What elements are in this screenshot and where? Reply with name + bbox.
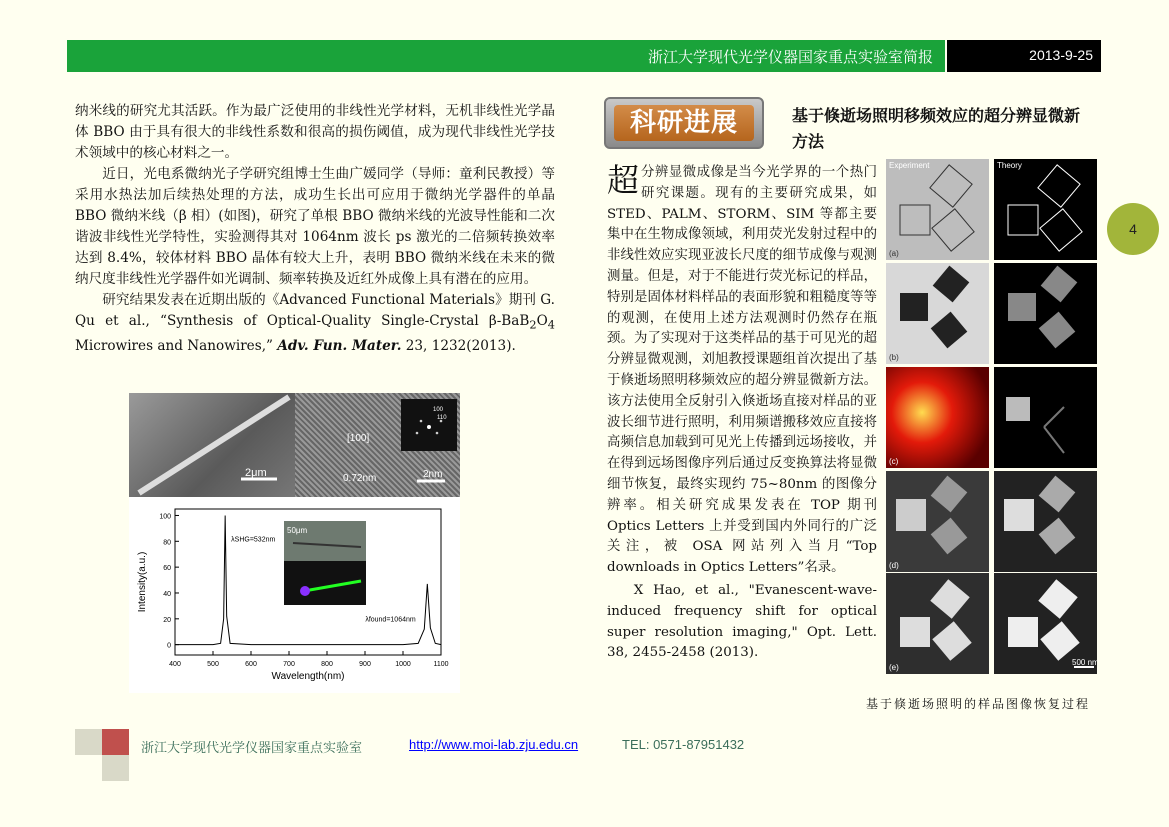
section-badge	[604, 97, 764, 149]
edge-line	[1044, 407, 1064, 427]
grid-cell-d-exp	[886, 471, 989, 572]
stripe-block	[932, 621, 971, 660]
pattern-svg	[994, 471, 1097, 572]
pattern-svg	[994, 263, 1097, 364]
square-block	[933, 266, 970, 303]
grid-label-d: (d)	[889, 561, 899, 570]
issue-date: 2013-9-25	[947, 40, 1101, 72]
article-reference: X Hao, et al., "Evanescent-wave-induced frequency shift for optical super resolution imaging," Opt. Lett. 38, 2455-2458 (2013).	[607, 582, 877, 661]
grid-label-a: (a)	[889, 249, 899, 258]
fft-spot	[420, 420, 423, 423]
y-tick-label: 80	[163, 539, 171, 547]
left-column	[75, 101, 555, 357]
x-axis-label: Wavelength(nm)	[271, 671, 345, 682]
grid-cell-e-theory	[994, 573, 1097, 674]
stripe-block	[1038, 165, 1080, 207]
x-tick-label: 1000	[395, 661, 411, 668]
header-bar	[67, 40, 945, 72]
ref-text-a: 研究结果发表在近期出版的《Advanced Functional Materials》期刊 G. Qu et al., “Synthesis of Optical-Quality Single-Crystal β-BaB	[75, 292, 555, 329]
y-tick-label: 20	[163, 616, 171, 624]
square-block	[1039, 518, 1076, 555]
article-body: 分辨显微成像是当今光学界的一个热门研究课题。现有的主要研究成果，如 STED、PALM、STORM、SIM 等都主要集中在生物成像领域，利用荧光发射过程中的非线性效应实现亚波长尺度的细节成像与观测测量。但是，对于不能进行荧光标记的样品，特别是固体材料样品的表面形貌和粗糙度等等的观测，在使用上述方法观测时仍然存在瓶颈。为了实现对于这类样品的基于可见光的超分辨显微观测，刘旭教授课题组首次提出了基于倏逝场照明移频效应的超分辨显微新方法。该方法使用全反射引入倏逝场直接对样品的亚波长细节进行照明，利用频谱搬移效应直接将高频信息加载到可见光上传播到远场接收，并在得到远场图像序列后通过反变换算法将显微细节恢复，最终实现约 75~80nm 的图像分辨率。相关研究成果发表在 TOP 期刊 Optics Letters 上并受到国内外同行的广泛关注，被 OSA 网站列入当月“Top downloads in Optics Letters”名录。	[607, 165, 877, 576]
peak-532-label: λSHG=532nm	[231, 536, 276, 544]
grid-cell-b-exp	[886, 263, 989, 364]
fft-center	[427, 425, 431, 429]
figure-caption: 基于倏逝场照明的样品图像恢复过程	[866, 697, 1091, 711]
grid-label-c: (c)	[889, 457, 899, 466]
edge-line	[1044, 427, 1064, 453]
square-block	[931, 312, 968, 349]
sem-image-wire	[129, 393, 295, 497]
sem-scale1: 2μm	[245, 467, 267, 479]
square-block	[931, 476, 968, 513]
grid-cell-c-theory	[994, 367, 1097, 468]
fft-pattern	[401, 399, 457, 451]
article-title: 基于倏逝场照明移频效应的超分辨显微新方法	[792, 106, 1081, 151]
square-block	[900, 293, 928, 321]
square-block	[1041, 266, 1078, 303]
super-resolution-figure	[886, 159, 1099, 673]
fft-svg	[401, 399, 457, 451]
stripe-group	[900, 165, 974, 251]
stripe-block	[900, 205, 930, 235]
paragraph-1: 纳米线的研究尤其活跃。作为最广泛使用的非线性光学材料，无机非线性光学晶体 BBO 由于具有很大的非线性系数和很高的损伤阈值，成为现代非线性光学技术领域中的核心材料之一。	[75, 103, 555, 161]
stripe-block	[1040, 209, 1082, 251]
y-tick-label: 40	[163, 590, 171, 598]
y-tick-label: 100	[159, 513, 171, 521]
grid-cell-c-exp	[886, 367, 989, 468]
pattern-svg	[994, 367, 1097, 468]
intensity-spectrum-chart	[129, 499, 460, 693]
sem-wire-svg	[129, 393, 295, 497]
grid-label-b: (b)	[889, 353, 899, 362]
x-tick-label: 900	[359, 661, 371, 668]
footer-square-gray	[75, 729, 102, 755]
y-axis-label: Intensity(a.u.)	[137, 551, 148, 613]
pattern-svg	[994, 159, 1097, 260]
paragraph-3	[75, 290, 555, 357]
peak-1064-label: λfound=1064nm	[365, 616, 416, 624]
pattern-svg	[886, 263, 989, 364]
y-tick-label: 60	[163, 565, 171, 573]
ref-sub-2: 4	[547, 317, 555, 332]
grid-cell-b-theory	[994, 263, 1097, 364]
square-block	[1006, 397, 1030, 421]
pattern-svg	[886, 573, 989, 674]
square-block	[1039, 312, 1076, 349]
grid-head-theory: Theory	[997, 161, 1022, 170]
fft-spot	[436, 432, 439, 435]
stripe-block	[930, 165, 972, 207]
footer-lab-name: 浙江大学现代光学仪器国家重点实验室	[141, 741, 363, 756]
x-tick-label: 400	[169, 661, 181, 668]
inset-scale: 50μm	[287, 526, 308, 535]
stripe-block	[932, 209, 974, 251]
fft-spot	[416, 432, 419, 435]
square-block	[931, 518, 968, 555]
grid-cell-d-theory	[994, 471, 1097, 572]
square-block	[1008, 293, 1036, 321]
fft-label-100: 100	[433, 407, 444, 413]
stripe-block	[1008, 617, 1038, 647]
grid-scale: 500 nm	[1072, 658, 1097, 667]
footer-tel: TEL: 0571-87951432	[622, 737, 745, 752]
page-number: 4	[1107, 203, 1159, 255]
x-tick-label: 800	[321, 661, 333, 668]
pattern-svg	[994, 573, 1097, 674]
ref-text-c: Microwires and Nanowires,”	[75, 337, 273, 354]
bbo-figure	[129, 393, 460, 693]
x-tick-label: 1100	[433, 661, 449, 668]
sem-spacing: 0.72nm	[343, 473, 377, 484]
square-block	[896, 499, 926, 531]
section-badge-label: 科研进展	[614, 105, 754, 141]
paragraph-2: 近日，光电系微纳光子学研究组博士生曲广媛同学（导师：童利民教授）等采用水热法加后续热处理的方法，成功生长出可应用于微纳光学器件的单晶 BBO 微纳米线（β 相）(如图)，研究了单根 BBO 微纳米线的光波导性能和二次谐波非线性光学特性，实验测得其对 1064nm 波长 ps 激光的二倍频转换效率达到 8.4%，较体材料 BBO 晶体有较大上升，表明 BBO 微纳米线在未来的微纳尺度非线性光学器件如光调制、频率转换及近红外成像上具有潜在的应用。	[75, 166, 555, 287]
stripe-block	[1038, 579, 1077, 618]
grid-cell-e-exp	[886, 573, 989, 674]
footer-square-gray	[102, 755, 129, 781]
dropcap: 超	[607, 161, 640, 199]
footer-square-red	[102, 729, 129, 755]
newsletter-title: 浙江大学现代光学仪器国家重点实验室简报	[647, 48, 933, 66]
x-tick-label: 700	[283, 661, 295, 668]
grid-cell-a-exp	[886, 159, 989, 260]
fft-label-110: 110	[437, 415, 447, 421]
ref-sub-1: 2	[529, 317, 537, 332]
stripe-block	[930, 579, 969, 618]
sem-scale2: 2nm	[423, 469, 443, 480]
square-block	[1039, 476, 1076, 513]
article-column	[607, 163, 877, 664]
ref-text-d: 23, 1232(2013).	[401, 337, 516, 354]
square-block	[1004, 499, 1034, 531]
x-tick-label: 600	[245, 661, 257, 668]
pattern-svg	[886, 159, 989, 260]
grid-head-experiment: Experiment	[889, 161, 930, 170]
footer-url-link[interactable]: http://www.moi-lab.zju.edu.cn	[409, 737, 579, 752]
y-tick-label: 0	[167, 642, 171, 650]
inset-laser-spot	[300, 586, 310, 596]
sem-index: [100]	[347, 433, 370, 444]
ref-text-b: O	[536, 313, 548, 329]
grid-label-e: (e)	[889, 663, 899, 672]
x-tick-label: 500	[207, 661, 219, 668]
stripe-block	[1008, 205, 1038, 235]
stripe-block	[900, 617, 930, 647]
grid-cell-a-theory	[994, 159, 1097, 260]
ref-journal: Adv. Fun. Mater.	[277, 337, 402, 354]
stripe-block	[1040, 621, 1079, 660]
pattern-svg	[886, 471, 989, 572]
